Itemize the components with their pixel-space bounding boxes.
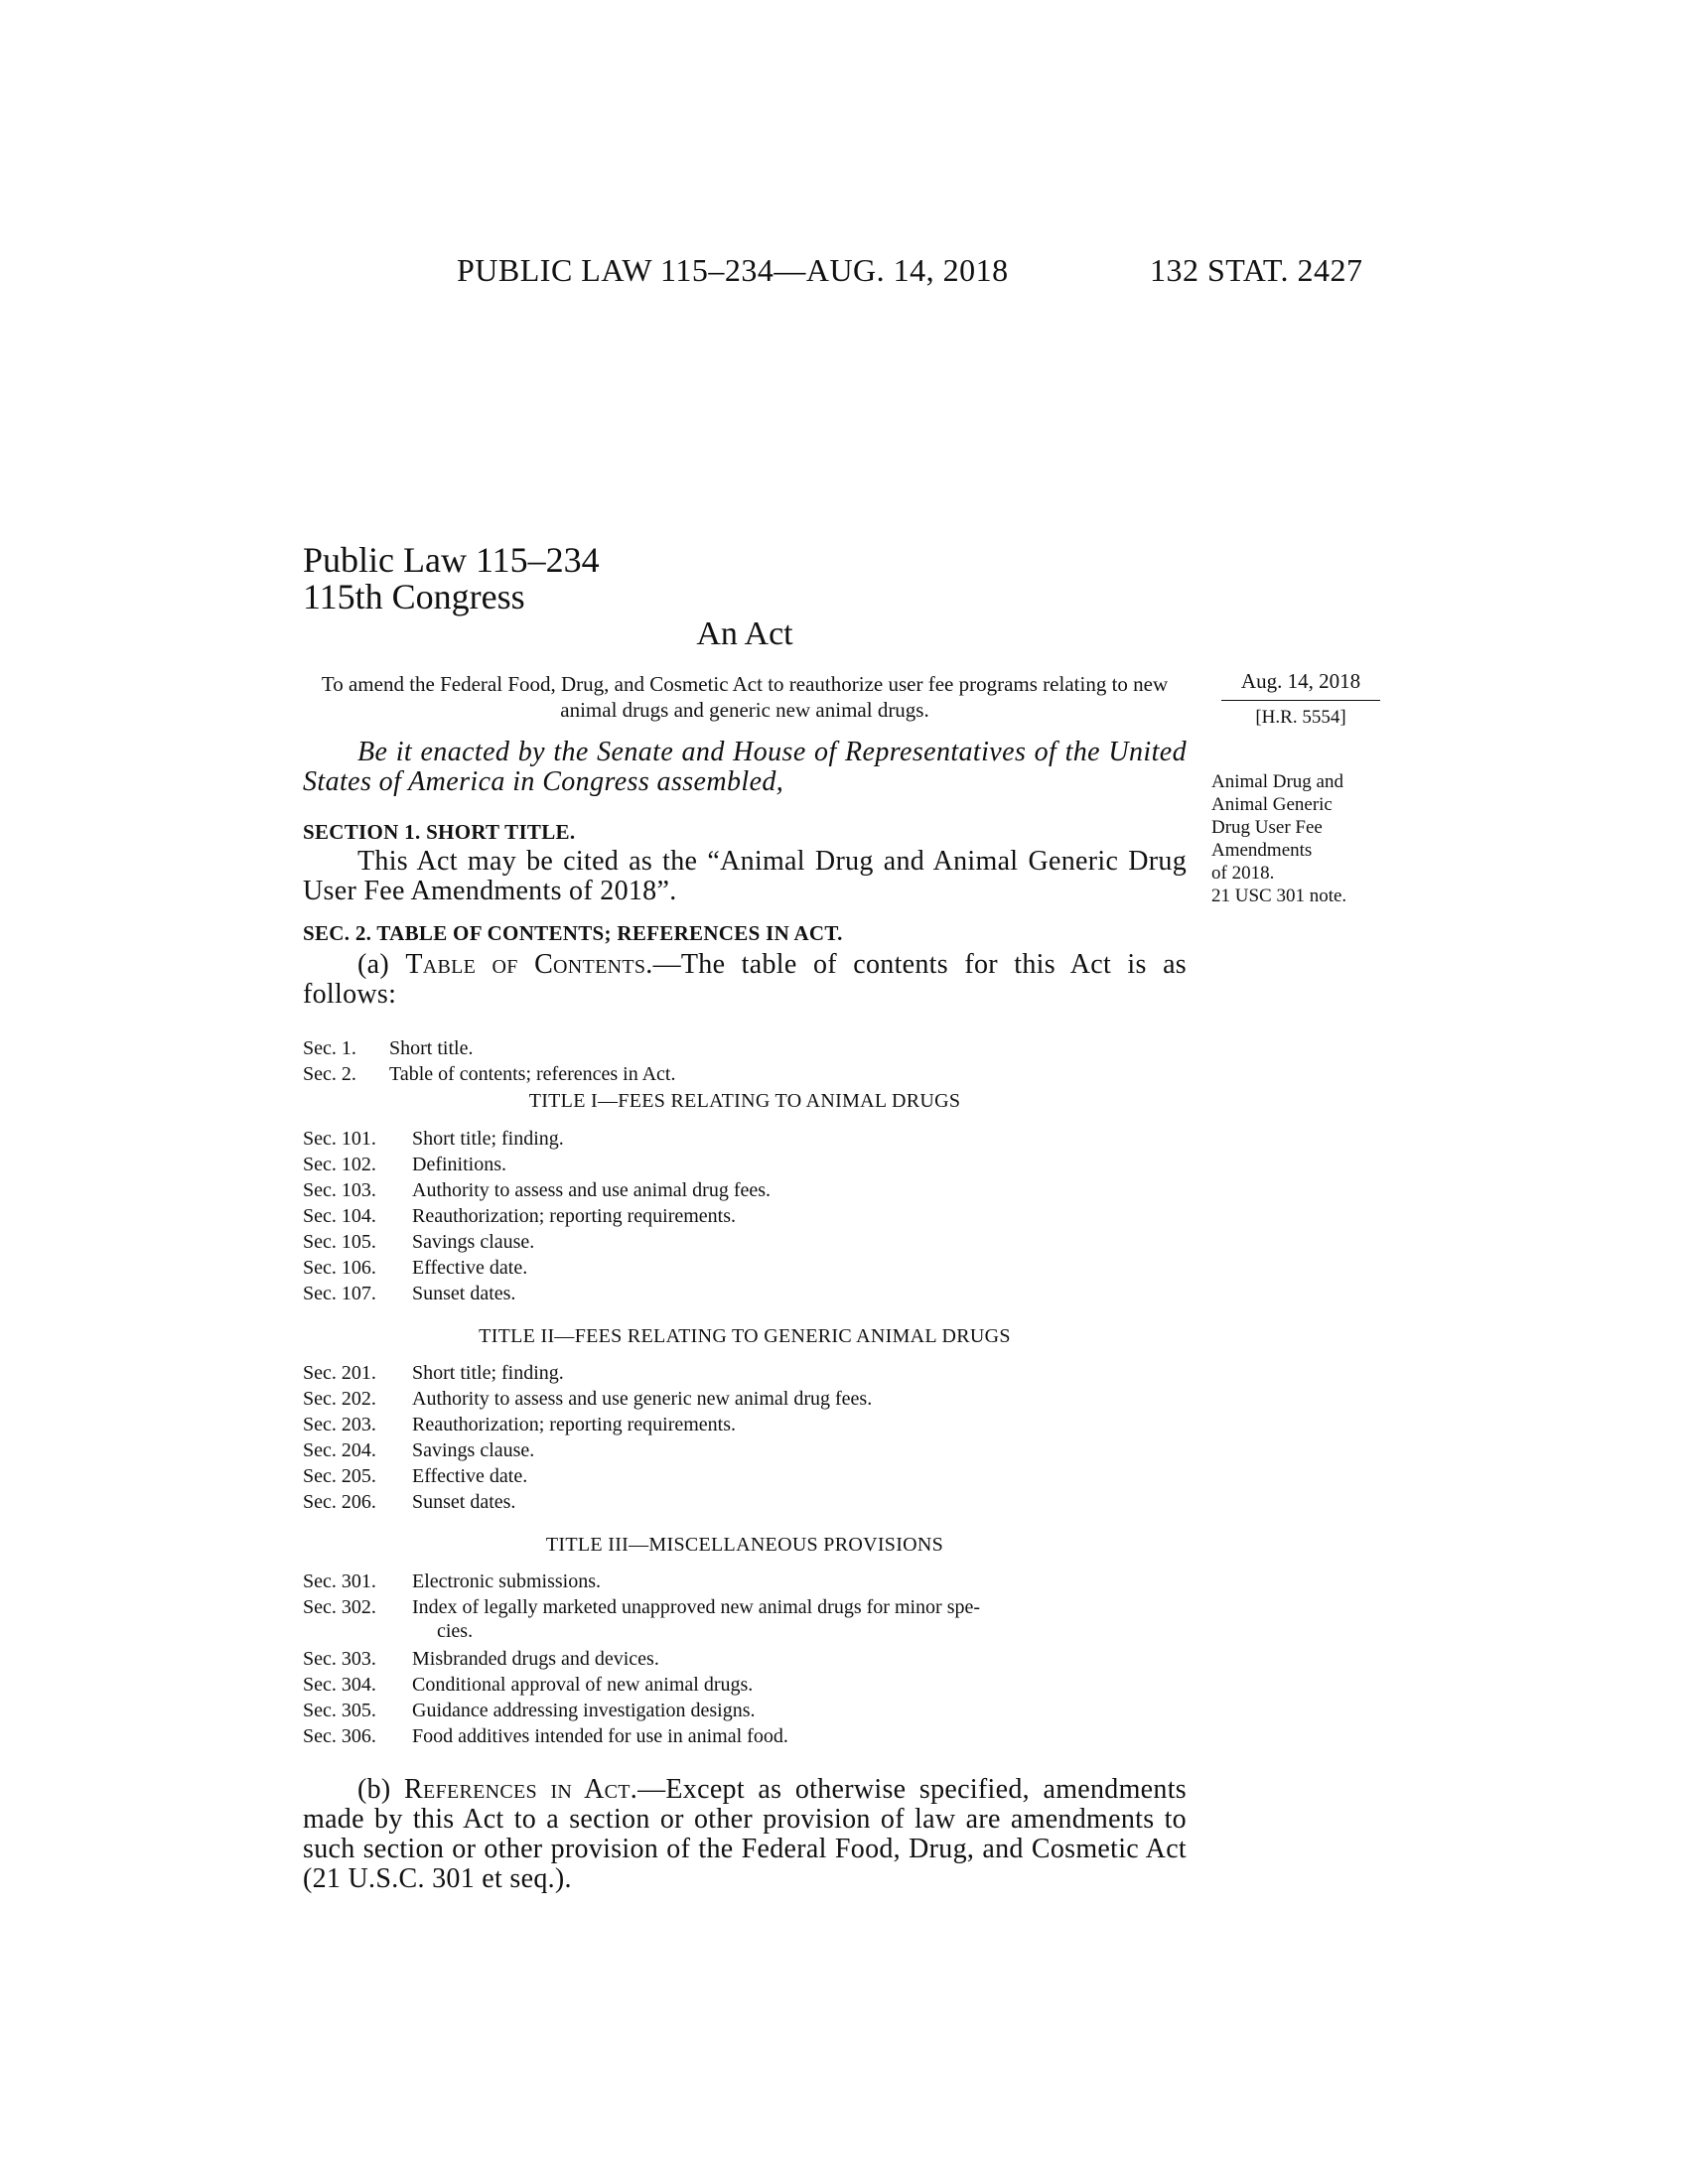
toc-section-number: Sec. 303. <box>303 1648 376 1670</box>
toc-row <box>303 1594 1187 1620</box>
toc-row <box>303 1723 1187 1749</box>
toc-section-number: Sec. 201. <box>303 1362 376 1384</box>
toc-row <box>303 1386 1187 1412</box>
toc-section-title: Electronic submissions. <box>412 1570 601 1592</box>
toc-row <box>303 1463 1187 1489</box>
toc-section-title: Misbranded drugs and devices. <box>412 1648 659 1670</box>
toc-row <box>303 1035 1187 1061</box>
toc-section-title: Sunset dates. <box>412 1491 516 1513</box>
section-2a-paragraph <box>303 950 1187 1010</box>
toc-section-number: Sec. 301. <box>303 1570 376 1592</box>
toc-section-number: Sec. 204. <box>303 1439 376 1461</box>
toc-section-number: Sec. 105. <box>303 1231 376 1253</box>
toc-row <box>303 1229 1187 1255</box>
toc-row <box>303 1126 1187 1152</box>
public-law-number: Public Law 115–234 <box>303 540 600 580</box>
toc-row <box>303 1152 1187 1177</box>
toc-section-number: Sec. 202. <box>303 1388 376 1410</box>
toc-section-number: Sec. 1. <box>303 1037 356 1059</box>
act-heading: An Act <box>696 615 793 652</box>
subsection-b-text: .—Except as otherwise specified, amendments made by this Act to a section or other provision of law are amendments to such section or other provision of the Federal Food, Drug, and Cosmetic Act (21 U.S.C. 301 et seq.). <box>303 1774 1187 1894</box>
toc-section-title: Savings clause. <box>412 1231 535 1253</box>
margin-date: Aug. 14, 2018 <box>1221 669 1380 701</box>
stat-citation: 132 STAT. 2427 <box>1150 252 1363 288</box>
margin-bill-number: [H.R. 5554] <box>1255 707 1346 728</box>
toc-section-title: Effective date. <box>412 1465 528 1487</box>
toc-row <box>303 1281 1187 1306</box>
toc-section-number: Sec. 104. <box>303 1205 376 1227</box>
toc-section-number: Sec. 305. <box>303 1700 376 1721</box>
toc-section-number: Sec. 103. <box>303 1179 376 1201</box>
toc-section-title: Conditional approval of new animal drugs. <box>412 1674 754 1696</box>
toc-title-heading: TITLE III—MISCELLANEOUS PROVISIONS <box>545 1534 944 1556</box>
toc-section-number: Sec. 102. <box>303 1154 376 1175</box>
toc-section-title-continuation: cies. <box>437 1620 474 1642</box>
enacting-clause: Be it enacted by the Senate and House of Representatives of the United States of America in Congress assembled, <box>303 737 1187 797</box>
toc-section-number: Sec. 2. <box>303 1063 356 1085</box>
section-1-heading: SECTION 1. SHORT TITLE. <box>303 820 576 844</box>
toc-section-number: Sec. 107. <box>303 1283 376 1304</box>
toc-title-heading: TITLE I—FEES RELATING TO ANIMAL DRUGS <box>528 1090 961 1112</box>
toc-section-title: Index of legally marketed unapproved new animal drugs for minor spe- <box>412 1596 981 1618</box>
margin-note: Animal Drug and Animal Generic Drug User Fee Amendments of 2018. 21 USC 301 note. <box>1211 771 1347 906</box>
toc-section-title: Table of contents; references in Act. <box>389 1063 676 1085</box>
section-1-text: This Act may be cited as the “Animal Drug and Animal Generic Drug User Fee Amendments of 2018”. <box>303 846 1187 906</box>
subsection-a-label: (a) <box>357 949 406 980</box>
subsection-b-label: (b) <box>357 1774 405 1805</box>
subsection-a-caption: Table of Contents <box>405 949 646 980</box>
toc-section-title: Savings clause. <box>412 1439 535 1461</box>
toc-section-number: Sec. 206. <box>303 1491 376 1513</box>
toc-row <box>303 1177 1187 1203</box>
toc-title-heading: TITLE II—FEES RELATING TO GENERIC ANIMAL DRUGS <box>479 1325 1011 1347</box>
running-head: PUBLIC LAW 115–234—AUG. 14, 2018 <box>457 252 1009 288</box>
toc-section-title: Reauthorization; reporting requirements. <box>412 1205 737 1227</box>
toc-row <box>303 1646 1187 1672</box>
toc-section-number: Sec. 205. <box>303 1465 376 1487</box>
toc-section-title: Definitions. <box>412 1154 506 1175</box>
toc-section-title: Short title; finding. <box>412 1128 564 1150</box>
toc-row <box>303 1569 1187 1594</box>
long-title: To amend the Federal Food, Drug, and Cosmetic Act to reauthorize user fee programs relating to new animal drugs and generic new animal drugs. <box>321 672 1169 722</box>
toc-row <box>303 1360 1187 1386</box>
toc-row <box>303 1698 1187 1723</box>
toc-row <box>303 1489 1187 1515</box>
toc-section-number: Sec. 203. <box>303 1414 376 1435</box>
toc-section-title: Sunset dates. <box>412 1283 516 1304</box>
toc-section-title: Short title; finding. <box>412 1362 564 1384</box>
toc-section-number: Sec. 106. <box>303 1257 376 1279</box>
toc-section-title: Authority to assess and use generic new animal drug fees. <box>412 1388 873 1410</box>
congress-number: 115th Congress <box>303 577 525 616</box>
toc-row <box>303 1255 1187 1281</box>
toc-section-number: Sec. 304. <box>303 1674 376 1696</box>
toc-section-title: Authority to assess and use animal drug fees. <box>412 1179 772 1201</box>
toc-section-title: Food additives intended for use in animal food. <box>412 1725 788 1747</box>
toc-section-title: Guidance addressing investigation designs. <box>412 1700 756 1721</box>
toc-row <box>303 1203 1187 1229</box>
toc-section-number: Sec. 302. <box>303 1596 376 1618</box>
toc-section-title: Short title. <box>389 1037 474 1059</box>
section-2b-paragraph <box>303 1775 1187 1894</box>
toc-section-title: Effective date. <box>412 1257 528 1279</box>
toc-section-title: Reauthorization; reporting requirements. <box>412 1414 737 1435</box>
section-2-heading: SEC. 2. TABLE OF CONTENTS; REFERENCES IN ACT. <box>303 921 843 945</box>
toc-section-number: Sec. 101. <box>303 1128 376 1150</box>
subsection-b-caption: References in Act <box>404 1774 631 1805</box>
toc-row <box>303 1437 1187 1463</box>
toc-row <box>303 1061 1187 1087</box>
toc-section-number: Sec. 306. <box>303 1725 376 1747</box>
toc-row <box>303 1412 1187 1437</box>
toc-row <box>303 1672 1187 1698</box>
subsection-a-text: .—The table of contents for this Act is as follows: <box>303 949 1187 1010</box>
